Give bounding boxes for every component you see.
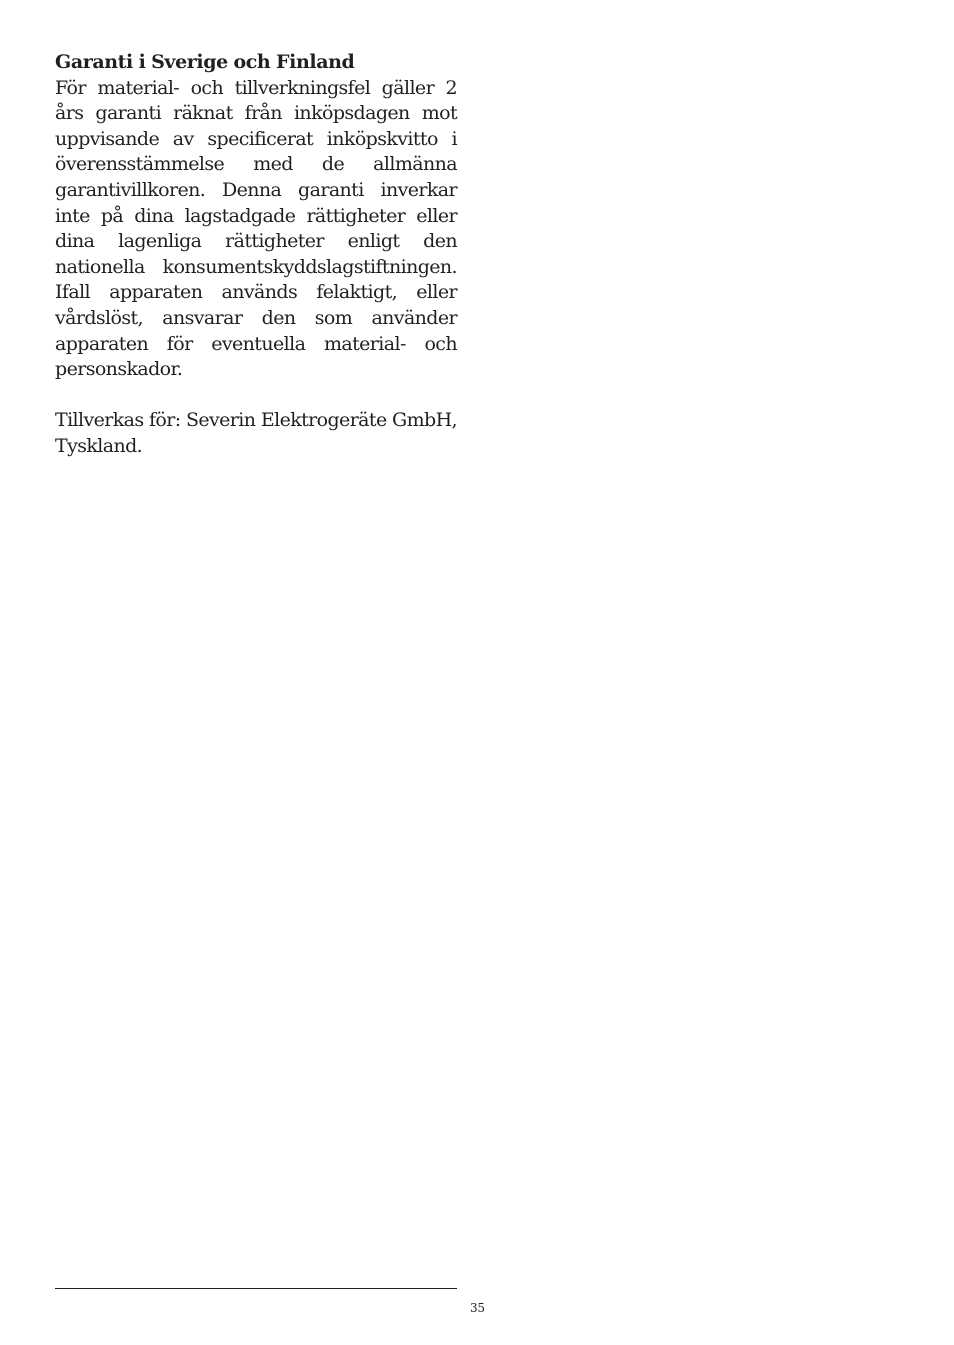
manufacturer-paragraph: Tillverkas för: Severin Elektrogeräte GmbH, Tyskland.: [55, 409, 457, 457]
warranty-paragraph: För material- och tillverkningsfel gäller 2 års garanti räknat från inköpsdagen mot uppvisande av specificerat inköpskvitto i överensstämmelse med de allmänna garantivillkoren. Denna garanti inverkar inte på dina lagstadgade rättigheter eller dina lagenliga rättigheter enligt den nationella konsumentskyddslagstiftningen. Ifall apparaten används felaktigt, eller vårdslöst, ansvarar den som använder apparaten för eventuella material- och personskador.: [55, 76, 457, 381]
text-column: [55, 50, 457, 460]
page-number: 35: [470, 1301, 485, 1315]
warranty-heading: Garanti i Sverige och Finland: [55, 51, 355, 73]
footer-divider: [55, 1288, 457, 1289]
